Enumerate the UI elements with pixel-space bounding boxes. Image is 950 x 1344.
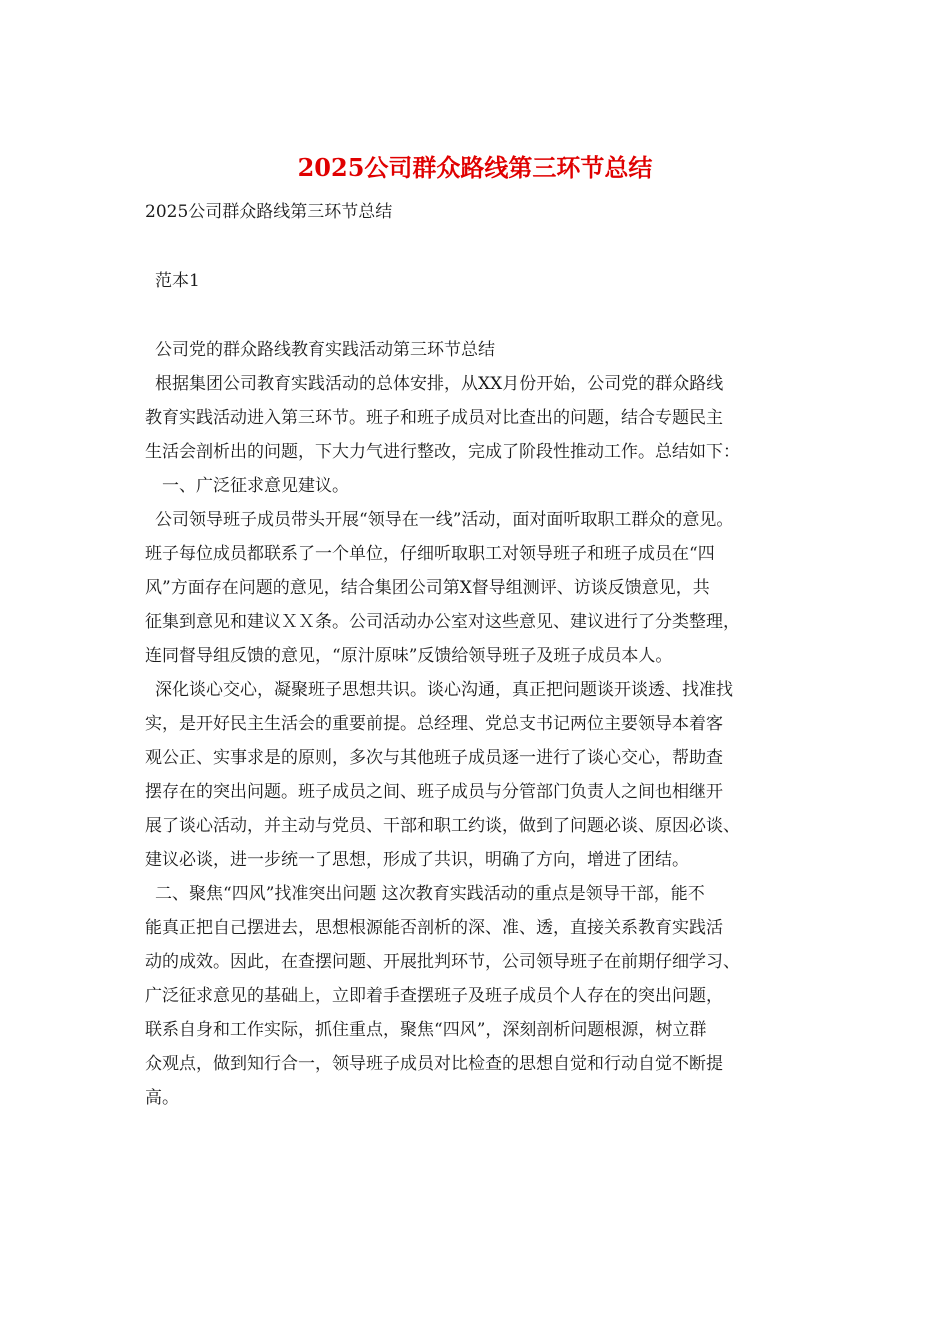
sample-label: 范本1 [155,271,200,291]
subheading-one: 一、广泛征求意见建议。 [162,476,349,496]
paragraph-line: 摆存在的突出问题。班子成员之间、班子成员与分管部门负责人之间也相继开 [145,782,723,802]
subtitle-line: 2025公司群众路线第三环节总结 [145,202,393,222]
paragraph-line: 连同督导组反馈的意见，“原汁原味”反馈给领导班子及班子成员本人。 [145,646,673,666]
paragraph-line: 观公正、实事求是的原则，多次与其他班子成员逐一进行了谈心交心，帮助查 [145,748,723,768]
paragraph-line: 风”方面存在问题的意见，结合集团公司第X督导组测评、访谈反馈意见，共 [145,578,710,598]
paragraph-line: 班子每位成员都联系了一个单位，仔细听取职工对领导班子和班子成员在“四 [145,544,715,564]
paragraph-line: 联系自身和工作实际，抓住重点，聚焦“四风”，深刻剖析问题根源，树立群 [145,1020,707,1040]
paragraph-line: 众观点，做到知行合一，领导班子成员对比检查的思想自觉和行动自觉不断提 [145,1054,723,1074]
paragraph-line: 展了谈心活动，并主动与党员、干部和职工约谈，做到了问题必谈、原因必谈、 [145,816,740,836]
paragraph-line: 征集到意见和建议ＸＸ条。公司活动办公室对这些意见、建议进行了分类整理， [145,612,740,632]
paragraph-line: 建议必谈，进一步统一了思想，形成了共识，明确了方向，增进了团结。 [145,850,689,870]
section-heading: 公司党的群众路线教育实践活动第三环节总结 [155,340,495,360]
document-title: 2025公司群众路线第三环节总结 [297,153,653,182]
paragraph-line: 高。 [145,1088,179,1108]
paragraph-line: 生活会剖析出的问题，下大力气进行整改，完成了阶段性推动工作。总结如下： [145,442,740,462]
paragraph-line: 广泛征求意见的基础上，立即着手查摆班子及班子成员个人存在的突出问题， [145,986,723,1006]
subheading-two: 二、聚焦“四风”找准突出问题 这次教育实践活动的重点是领导干部，能不 [155,884,705,904]
paragraph-line: 实，是开好民主生活会的重要前提。总经理、党总支书记两位主要领导本着客 [145,714,723,734]
paragraph-line: 根据集团公司教育实践活动的总体安排，从XX月份开始，公司党的群众路线 [155,374,724,394]
paragraph-line: 教育实践活动进入第三环节。班子和班子成员对比查出的问题，结合专题民主 [145,408,723,428]
paragraph-line: 深化谈心交心，凝聚班子思想共识。谈心沟通，真正把问题谈开谈透、找准找 [155,680,733,700]
paragraph-line: 动的成效。因此，在查摆问题、开展批判环节，公司领导班子在前期仔细学习、 [145,952,740,972]
paragraph-line: 公司领导班子成员带头开展“领导在一线”活动，面对面听取职工群众的意见。 [155,510,734,530]
paragraph-line: 能真正把自己摆进去，思想根源能否剖析的深、准、透，直接关系教育实践活 [145,918,723,938]
